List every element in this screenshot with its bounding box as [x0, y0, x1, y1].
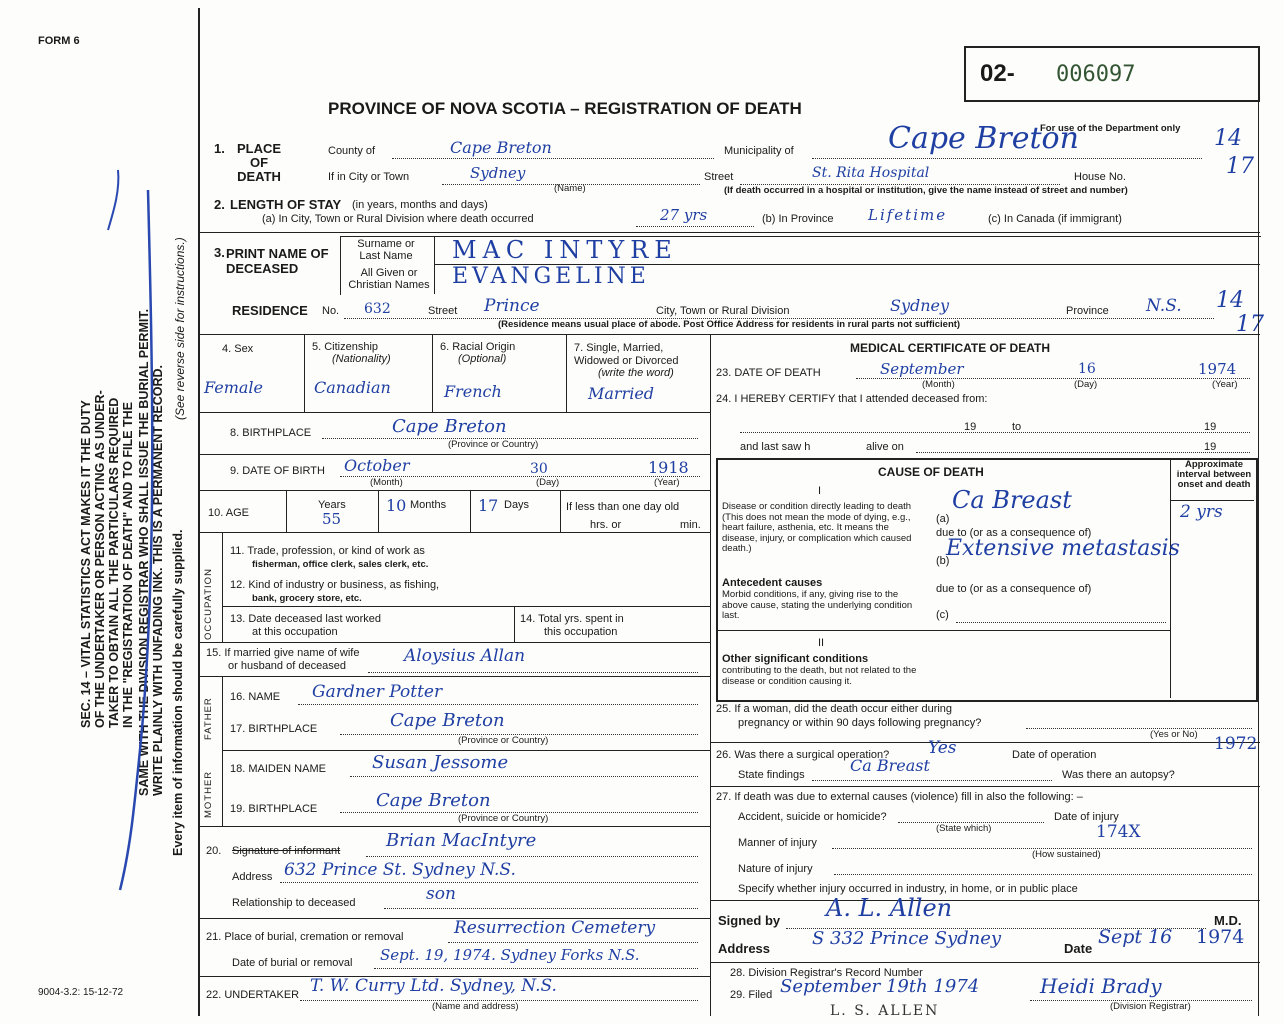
antecedent-label: Antecedent causes — [722, 577, 823, 589]
other-label: Other significant conditions — [722, 653, 869, 665]
last-saw-label: and last saw h — [740, 441, 811, 453]
occ-12: 12. Kind of industry or business, as fishing, — [230, 579, 440, 591]
racial-sub: (Optional) — [458, 353, 507, 365]
informant-rel-label: Relationship to deceased — [232, 897, 356, 909]
cause-b-value: Extensive metastasis — [946, 536, 1180, 561]
county-label: County of — [328, 145, 376, 157]
municipality-value: Cape Breton — [888, 121, 1079, 156]
signed-by-label: Signed by — [718, 913, 781, 928]
v-age-2 — [378, 490, 379, 532]
racial-value: French — [444, 382, 502, 401]
given-label: All Given or Christian Names — [348, 267, 430, 291]
age-min-label: min. — [680, 519, 701, 531]
res-city-label: City, Town or Rural Division — [656, 305, 790, 317]
undertaker-label: 22. UNDERTAKER — [206, 989, 300, 1001]
cause-interval-divider — [1170, 458, 1171, 698]
res-prov-label: Province — [1066, 305, 1109, 317]
father-name-label: 16. NAME — [230, 691, 281, 703]
page-title: PROVINCE OF NOVA SCOTIA – REGISTRATION OF DEATH — [328, 99, 802, 118]
house-label: House No. — [1074, 171, 1126, 183]
manner-value: 174X — [1096, 822, 1141, 842]
code-d: 17 — [1236, 312, 1264, 337]
certify-line-2 — [916, 452, 1250, 453]
med-date-value: Sept 16 — [1098, 926, 1173, 948]
pregnancy-line — [1026, 728, 1252, 729]
cause-part-divider — [716, 630, 1170, 631]
dob-year-label: (Year) — [654, 477, 680, 488]
side-text-6: WRITE PLAINLY WITH UNFADING INK. THIS IS A PERMANENT RECORD. — [151, 364, 165, 796]
burial-value: Resurrection Cemetery — [454, 918, 656, 938]
occ-13: 13. Date deceased last worked — [230, 613, 382, 625]
findings-value: Ca Breast — [850, 756, 930, 775]
father-side-label: FATHER — [203, 697, 214, 740]
marital-value: Married — [588, 384, 655, 403]
rule-9 — [200, 454, 710, 455]
s2-sub: (in years, months and days) — [352, 199, 488, 211]
dod-label: 23. DATE OF DEATH — [716, 367, 821, 379]
age-label: 10. AGE — [208, 507, 249, 519]
side-text-7: Every item of information should be carefully supplied. — [171, 529, 185, 856]
rule-8 — [200, 412, 710, 413]
side-text-8: (See reverse side for instructions.) — [173, 237, 187, 420]
marital-label: 7. Single, Married, Widowed or Divorced — [574, 342, 679, 367]
signer-value: A. L. Allen — [826, 894, 953, 922]
certify-to: to — [1012, 421, 1022, 433]
rule-signed — [710, 900, 1260, 901]
rule-3-top — [200, 232, 1260, 233]
father-bp-sub: (Province or Country) — [458, 735, 549, 746]
birthplace-label: 8. BIRTHPLACE — [230, 427, 312, 439]
reg-prefix: 02- — [980, 60, 1015, 87]
yes-no-label: (Yes or No) — [1150, 729, 1198, 740]
v-age-3 — [470, 490, 471, 532]
other-desc: contributing to the death, but not related to the disease or condition causing it. — [722, 665, 917, 687]
code-a: 14 — [1214, 126, 1242, 151]
dept-use-label: For use of the Department only — [1040, 123, 1181, 134]
v-13-14 — [514, 606, 515, 642]
registrar-signature: Heidi Brady — [1040, 974, 1162, 998]
street-value: St. Rita Hospital — [812, 165, 930, 181]
age-hrs-label: hrs. or — [590, 519, 622, 531]
pregnancy-label: 25. If a woman, did the death occur either during — [716, 703, 953, 715]
alive-on-label: alive on — [866, 441, 904, 453]
city-line — [442, 184, 700, 185]
s1-note: (If death occurred in a hospital or institution, give the name instead of street and number) — [724, 185, 1128, 196]
birthplace-sub: (Province or Country) — [448, 439, 539, 450]
right-border — [1258, 100, 1259, 1016]
occ-side-line — [222, 532, 223, 642]
side-text-4: IN THE "REGISTRATION OF DEATH" AND TO FILE THE — [121, 402, 135, 728]
age-less-label: If less than one day old — [566, 501, 680, 513]
father-name-line — [298, 704, 698, 705]
rule-main-top — [200, 334, 1260, 335]
burial-date-label: Date of burial or removal — [232, 957, 353, 969]
mother-name-line — [350, 776, 698, 777]
v-age-1 — [286, 490, 287, 532]
footer-signature: L. S. ALLEN — [830, 1003, 940, 1019]
cause-b-label: (b) — [936, 555, 950, 567]
dob-day: 30 — [530, 461, 548, 477]
findings-line — [812, 780, 1052, 781]
roman-1: I — [818, 485, 822, 497]
age-days-value: 17 — [478, 496, 499, 515]
age-months-label: Months — [410, 499, 447, 511]
dod-m: (Month) — [922, 379, 955, 390]
v-age-4 — [560, 490, 561, 532]
street-label: Street — [704, 171, 734, 183]
md-label: M.D. — [1214, 913, 1242, 928]
certify-line-1 — [740, 432, 1250, 433]
stay-a-value: 27 yrs — [660, 206, 708, 224]
informant-addr-label: Address — [232, 871, 273, 883]
dob-label: 9. DATE OF BIRTH — [230, 465, 325, 477]
med-address-value: S 332 Prince Sydney — [812, 928, 1002, 949]
form-code: 9004-3.2: 15-12-72 — [38, 987, 124, 998]
undertaker-sub: (Name and address) — [432, 1001, 519, 1012]
dob-month: October — [344, 456, 410, 475]
informant-rel-line — [384, 908, 698, 909]
dob-month-label: (Month) — [370, 477, 403, 488]
rule-13 — [222, 606, 710, 607]
birthplace-value: Cape Breton — [392, 416, 507, 437]
occupation-side-label: OCCUPATION — [203, 568, 214, 640]
v-6-7 — [566, 334, 567, 412]
due-to-2: due to (or as a consequence of) — [936, 583, 1092, 595]
op-date-label: Date of operation — [1012, 749, 1097, 761]
racial-label: 6. Racial Origin — [440, 341, 516, 353]
res-note: (Residence means usual place of abode. Post Office Address for residents in rural parts not sufficient) — [498, 319, 961, 330]
age-days-label: Days — [504, 499, 530, 511]
roman-2: II — [818, 637, 825, 649]
side-text-3: TAKER TO OBTAIN ALL THE PARTICULARS REQUIRED — [107, 397, 121, 728]
s1-title: PLACE OF DEATH — [236, 141, 282, 184]
form-label: FORM 6 — [38, 35, 80, 47]
med-date-label: Date — [1064, 941, 1093, 956]
code-c: 14 — [1216, 288, 1244, 313]
municipality-label: Municipality of — [724, 145, 794, 157]
sex-label: 4. Sex — [222, 343, 254, 355]
dod-d: (Day) — [1074, 379, 1098, 390]
med-date-year: 1974 — [1196, 926, 1245, 948]
father-bp-label: 17. BIRTHPLACE — [230, 723, 318, 735]
informant-addr-value: 632 Prince St. Sydney N.S. — [284, 860, 516, 880]
rule-16 — [200, 676, 710, 677]
stay-b-label: (b) In Province — [762, 213, 834, 225]
sex-value: Female — [204, 378, 263, 397]
age-years-value: 55 — [322, 510, 342, 528]
rule-11 — [200, 532, 710, 533]
nature-label: Nature of injury — [738, 863, 813, 875]
s1-num: 1. — [214, 141, 225, 156]
mother-name-value: Susan Jessome — [372, 752, 509, 773]
pregnancy-label2: pregnancy or within 90 days following pregnancy? — [738, 717, 982, 729]
occ-13b: at this occupation — [252, 626, 338, 638]
certify-19c: 19 — [1204, 441, 1217, 453]
stay-a-label: (a) In City, Town or Rural Division where death occurred — [262, 213, 534, 225]
informant-num: 20. — [206, 845, 222, 857]
father-bp-value: Cape Breton — [390, 710, 505, 731]
citizenship-sub: (Nationality) — [332, 353, 391, 365]
spouse-line — [368, 672, 698, 673]
side-text-2: OF THE UNDERTAKER OR PERSON ACTING AS UNDER- — [93, 390, 107, 728]
citizenship-label: 5. Citizenship — [312, 341, 379, 353]
stay-b-value: Lifetime — [868, 206, 948, 224]
autopsy-label: Was there an autopsy? — [1062, 769, 1175, 781]
s3-num: 3. — [214, 245, 225, 260]
how-sustained: (How sustained) — [1032, 849, 1101, 860]
burial-label: 21. Place of burial, cremation or removal — [206, 931, 404, 943]
certify-label: 24. I HEREBY CERTIFY that I attended deceased from: — [716, 393, 988, 405]
res-street-label: Street — [428, 305, 458, 317]
spouse-label: 15. If married give name of wife — [206, 647, 360, 659]
dod-year: 1974 — [1198, 360, 1237, 378]
antecedent-desc: Morbid conditions, if any, giving rise to the above cause, stating the underlying condition last. — [722, 589, 913, 621]
accident-label: Accident, suicide or homicide? — [738, 811, 887, 823]
certify-19a: 19 — [964, 421, 977, 433]
cause-c-line — [956, 622, 1166, 623]
med-address-label: Address — [718, 941, 771, 956]
interval-a-value: 2 yrs — [1180, 502, 1223, 522]
dob-year: 1918 — [648, 458, 689, 477]
informant-sig-label: Signature of informant — [232, 845, 341, 857]
registrar-label: (Division Registrar) — [1110, 1001, 1191, 1012]
burial-line — [448, 942, 698, 943]
v-5-6 — [432, 334, 433, 412]
citizenship-value: Canadian — [314, 378, 391, 397]
cause-a-value: Ca Breast — [952, 486, 1072, 514]
rule-28 — [710, 962, 1260, 963]
v-4-5 — [304, 334, 305, 412]
res-no-label: No. — [322, 305, 340, 317]
rule-15 — [200, 642, 710, 643]
mother-name-label: 18. MAIDEN NAME — [230, 763, 326, 775]
residence-title: RESIDENCE — [232, 303, 308, 318]
occ-11: 11. Trade, profession, or kind of work as — [230, 545, 425, 557]
burial-date-value: Sept. 19, 1974. Sydney Forks N.S. — [380, 946, 640, 964]
county-line — [392, 158, 714, 159]
manner-label: Manner of injury — [738, 837, 817, 849]
informant-addr-line — [280, 882, 698, 883]
s2-title: LENGTH OF STAY — [230, 197, 342, 212]
rule-26 — [710, 742, 1260, 743]
side-text-1: SEC. 14 – VITAL STATISTICS ACT MAKES IT THE DUTY — [79, 400, 93, 728]
surgery-label: 26. Was there a surgical operation? — [716, 749, 890, 761]
cod-title: CAUSE OF DEATH — [878, 465, 984, 479]
parent-side-line — [222, 676, 223, 826]
city-label: If in City or Town — [328, 171, 410, 183]
findings-label: State findings — [738, 769, 805, 781]
dod-y: (Year) — [1212, 379, 1238, 390]
cause-d1: Disease or condition directly leading to death (This does not mean the mode of dying, e.g., heart failure, asthenia, etc. It means the disease, injury, or complication which caused death.) — [722, 501, 912, 554]
res-street-value: Prince — [484, 296, 540, 316]
municipality-line — [812, 158, 1202, 159]
dob-day-label: (Day) — [536, 477, 560, 488]
blue-pen-stroke — [100, 150, 170, 910]
given-value: EVANGELINE — [452, 264, 650, 289]
op-date-value: 1972 — [1214, 734, 1258, 754]
certify-19b: 19 — [1204, 421, 1217, 433]
side-text-5: SAME WITH THE DIVISION REGISTRAR WHO SHALL ISSUE THE BURIAL PERMIT. — [137, 308, 151, 796]
name-divider — [434, 236, 435, 294]
dod-day: 16 — [1078, 361, 1096, 377]
registration-number-box — [964, 46, 1260, 102]
occ-14: 14. Total yrs. spent in — [520, 613, 624, 625]
dod-line — [856, 378, 1250, 379]
surname-label: Surname or Last Name — [357, 238, 415, 262]
spouse-label2: or husband of deceased — [228, 660, 347, 672]
father-name-value: Gardner Potter — [312, 682, 443, 702]
due-to-1: due to (or as a consequence of) — [936, 527, 1092, 539]
informant-sig-line — [366, 856, 698, 857]
s3-title: PRINT NAME OF DECEASED — [226, 246, 329, 276]
code-b: 17 — [1226, 154, 1254, 179]
mother-bp-label: 19. BIRTHPLACE — [230, 803, 318, 815]
mother-bp-sub: (Province or Country) — [458, 813, 549, 824]
surgery-value: Yes — [928, 738, 957, 758]
rule-27 — [710, 786, 1260, 787]
burial-date-line — [374, 968, 698, 969]
res-no-value: 632 — [364, 301, 391, 317]
cause-c-label: (c) — [936, 609, 949, 621]
informant-rel-value: son — [426, 884, 456, 904]
state-which: (State which) — [936, 823, 992, 834]
age-months-value: 10 — [386, 496, 407, 515]
occ-12b: bank, grocery store, etc. — [252, 593, 362, 604]
marital-sub: (write the word) — [598, 367, 674, 379]
undertaker-value: T. W. Curry Ltd. Sydney, N.S. — [310, 976, 557, 996]
occ-11b: fisherman, office clerk, sales clerk, etc. — [252, 559, 429, 570]
injury-date-label: Date of injury — [1054, 811, 1119, 823]
city-value: Sydney — [470, 164, 526, 182]
stay-c-label: (c) In Canada (if immigrant) — [988, 213, 1122, 225]
external-label: 27. If death was due to external causes (violence) fill in also the following: – — [716, 791, 1083, 803]
interval-header: Approximate interval between onset and death — [1176, 459, 1252, 490]
spouse-value: Aloysius Allan — [404, 646, 526, 666]
filed-label: 29. Filed — [730, 989, 773, 1001]
nature-line — [834, 874, 1252, 875]
cause-a-label: (a) — [936, 513, 950, 525]
filed-value: September 19th 1974 — [780, 976, 980, 997]
rule-20 — [200, 826, 710, 827]
age-years-label: Years — [318, 499, 346, 511]
record-number-label: 28. Division Registrar's Record Number — [730, 967, 923, 979]
occ-14b: this occupation — [544, 626, 618, 638]
specify-label: Specify whether injury occurred in industry, in home, or in public place — [738, 883, 1078, 895]
county-value: Cape Breton — [450, 138, 552, 157]
left-border — [198, 8, 200, 1016]
dod-month: September — [880, 360, 964, 378]
city-name-label: (Name) — [554, 183, 586, 194]
center-divider — [710, 334, 711, 1016]
interval-rule — [1170, 500, 1254, 501]
rule-18 — [222, 750, 710, 751]
reg-number: 006097 — [1056, 62, 1136, 87]
med-title: MEDICAL CERTIFICATE OF DEATH — [850, 341, 1050, 355]
s2-num: 2. — [214, 197, 225, 212]
informant-sig-value: Brian MacIntyre — [386, 830, 537, 851]
res-city-value: Sydney — [890, 296, 950, 315]
mother-side-label: MOTHER — [203, 770, 214, 818]
mother-bp-value: Cape Breton — [376, 790, 491, 811]
rule-10 — [200, 490, 710, 491]
stay-a-line — [636, 226, 754, 227]
res-prov-value: N.S. — [1146, 296, 1182, 316]
surname-value: MAC INTYRE — [452, 236, 678, 264]
